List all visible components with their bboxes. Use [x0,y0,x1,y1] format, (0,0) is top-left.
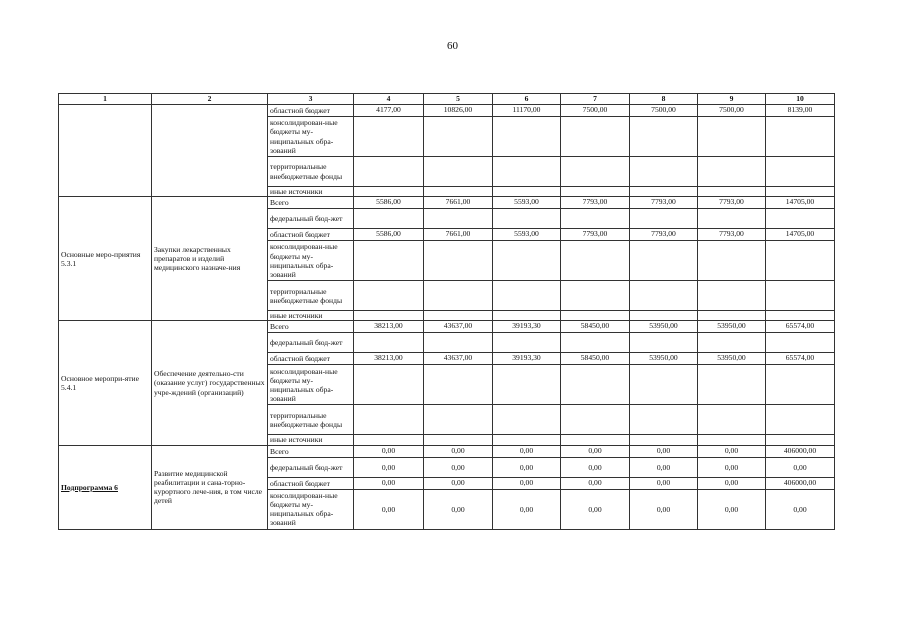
value-cell: 7793,00 [630,229,698,241]
budget-table-body [59,94,835,530]
value-cell: 53950,00 [630,321,698,333]
measure-description: Обеспечение деятельно-сти (оказание услуг) государственных учре-ждений (организаций) [152,321,268,445]
value-cell: 0,00 [354,445,424,457]
value-cell [630,435,698,445]
value-cell [493,435,561,445]
value-cell [630,157,698,187]
funding-source: консолидирован-ные бюджеты му-ниципальных обра-зований [268,241,354,281]
value-cell [493,405,561,435]
value-cell: 0,00 [766,489,835,529]
value-cell: 58450,00 [561,353,630,365]
value-cell [630,187,698,197]
funding-source: федеральный бюд-жет [268,209,354,229]
value-cell: 8139,00 [766,105,835,117]
measure-name: Подпрограмма 6 [59,445,152,529]
value-cell [354,187,424,197]
value-cell [630,209,698,229]
value-cell [766,209,835,229]
value-cell [354,405,424,435]
value-cell [766,187,835,197]
value-cell: 14705,00 [766,229,835,241]
value-cell [698,187,766,197]
table-row [59,321,835,333]
value-cell [354,157,424,187]
value-cell: 0,00 [424,457,493,477]
value-cell [493,333,561,353]
value-cell [424,405,493,435]
value-cell [561,209,630,229]
value-cell [354,117,424,157]
column-header: 2 [152,94,268,105]
column-header: 3 [268,94,354,105]
funding-source: территориальные внебюджетные фонды [268,405,354,435]
funding-source: федеральный бюд-жет [268,457,354,477]
value-cell: 43637,00 [424,353,493,365]
table-row [59,197,835,209]
column-header: 1 [59,94,152,105]
value-cell: 0,00 [424,489,493,529]
measure-description: Развитие медицинской реабилитации и сана-торно-курортного лече-ния, в том числе детей [152,445,268,529]
value-cell: 0,00 [766,457,835,477]
value-cell [354,209,424,229]
funding-source: областной бюджет [268,477,354,489]
value-cell [354,435,424,445]
value-cell: 5586,00 [354,197,424,209]
value-cell: 38213,00 [354,321,424,333]
value-cell [561,157,630,187]
value-cell [424,241,493,281]
measure-name-cell [59,105,152,197]
value-cell: 43637,00 [424,321,493,333]
value-cell: 406000,00 [766,477,835,489]
value-cell [698,311,766,321]
value-cell: 11170,00 [493,105,561,117]
value-cell [698,365,766,405]
value-cell [424,365,493,405]
value-cell [493,311,561,321]
funding-source: областной бюджет [268,229,354,241]
column-header: 10 [766,94,835,105]
measure-name: Основные меро-приятия 5.3.1 [59,197,152,321]
funding-source: Всего [268,321,354,333]
value-cell [698,435,766,445]
value-cell: 7793,00 [561,197,630,209]
value-cell [493,241,561,281]
value-cell: 0,00 [561,489,630,529]
value-cell [354,333,424,353]
value-cell [424,435,493,445]
value-cell: 10826,00 [424,105,493,117]
value-cell [766,365,835,405]
value-cell: 7500,00 [698,105,766,117]
value-cell [766,405,835,435]
value-cell: 38213,00 [354,353,424,365]
value-cell [424,157,493,187]
value-cell: 0,00 [493,445,561,457]
value-cell: 53950,00 [630,353,698,365]
value-cell: 5593,00 [493,197,561,209]
value-cell [354,311,424,321]
value-cell [698,209,766,229]
funding-source: Всего [268,445,354,457]
value-cell: 58450,00 [561,321,630,333]
value-cell: 0,00 [698,489,766,529]
value-cell [424,187,493,197]
value-cell [766,333,835,353]
value-cell [698,241,766,281]
value-cell: 7793,00 [561,229,630,241]
funding-source: иные источники [268,311,354,321]
value-cell [698,333,766,353]
page-number: 60 [447,40,458,52]
value-cell [698,157,766,187]
value-cell [698,117,766,157]
value-cell [698,281,766,311]
table-row [59,105,835,117]
funding-source: иные источники [268,435,354,445]
value-cell [766,241,835,281]
value-cell [424,209,493,229]
value-cell [493,157,561,187]
value-cell [561,117,630,157]
value-cell: 7661,00 [424,197,493,209]
column-header: 9 [698,94,766,105]
value-cell: 0,00 [630,445,698,457]
funding-source: консолидирован-ные бюджеты му-ниципальных обра-зований [268,117,354,157]
funding-source: территориальные внебюджетные фонды [268,157,354,187]
header-row [59,94,835,105]
value-cell [561,311,630,321]
value-cell [493,365,561,405]
funding-source: консолидирован-ные бюджеты му-ниципальных обра-зований [268,365,354,405]
value-cell: 7661,00 [424,229,493,241]
value-cell: 7793,00 [698,229,766,241]
value-cell [424,333,493,353]
value-cell: 5586,00 [354,229,424,241]
value-cell: 0,00 [630,477,698,489]
value-cell: 0,00 [561,445,630,457]
value-cell: 0,00 [424,477,493,489]
value-cell: 0,00 [698,477,766,489]
value-cell: 53950,00 [698,353,766,365]
value-cell: 0,00 [630,489,698,529]
value-cell [630,365,698,405]
value-cell [561,405,630,435]
value-cell [561,241,630,281]
value-cell: 0,00 [561,477,630,489]
table-row [59,445,835,457]
value-cell: 7500,00 [630,105,698,117]
value-cell: 53950,00 [698,321,766,333]
value-cell [766,157,835,187]
column-header: 8 [630,94,698,105]
value-cell [630,281,698,311]
funding-source: иные источники [268,187,354,197]
funding-source: Всего [268,197,354,209]
value-cell [698,405,766,435]
value-cell [424,281,493,311]
value-cell: 65574,00 [766,321,835,333]
budget-table [58,93,835,530]
funding-source: федеральный бюд-жет [268,333,354,353]
value-cell: 0,00 [493,457,561,477]
value-cell [561,187,630,197]
column-header: 6 [493,94,561,105]
value-cell: 0,00 [354,489,424,529]
value-cell: 0,00 [424,445,493,457]
value-cell: 0,00 [698,445,766,457]
value-cell [354,241,424,281]
value-cell [424,117,493,157]
column-header: 7 [561,94,630,105]
value-cell: 65574,00 [766,353,835,365]
value-cell: 39193,30 [493,321,561,333]
value-cell: 0,00 [354,477,424,489]
value-cell: 39193,30 [493,353,561,365]
column-header: 4 [354,94,424,105]
value-cell [766,311,835,321]
measure-description: Закупки лекарственных препаратов и изделий медицинского назначе-ния [152,197,268,321]
value-cell [354,365,424,405]
value-cell: 7500,00 [561,105,630,117]
measure-name: Основное меропри-ятие 5.4.1 [59,321,152,445]
value-cell: 0,00 [698,457,766,477]
value-cell: 0,00 [493,489,561,529]
column-header: 5 [424,94,493,105]
value-cell [493,187,561,197]
value-cell: 0,00 [493,477,561,489]
value-cell [766,435,835,445]
value-cell [354,281,424,311]
value-cell [561,365,630,405]
value-cell: 406000,00 [766,445,835,457]
measure-description-cell [152,105,268,197]
funding-source: областной бюджет [268,105,354,117]
value-cell [493,281,561,311]
funding-source: областной бюджет [268,353,354,365]
value-cell [561,435,630,445]
value-cell: 5593,00 [493,229,561,241]
funding-source: консолидирован-ные бюджеты му-ниципальных обра-зований [268,489,354,529]
value-cell: 0,00 [630,457,698,477]
value-cell: 14705,00 [766,197,835,209]
value-cell [493,209,561,229]
value-cell [630,333,698,353]
value-cell: 7793,00 [630,197,698,209]
funding-source: территориальные внебюджетные фонды [268,281,354,311]
value-cell: 7793,00 [698,197,766,209]
value-cell [630,311,698,321]
value-cell [561,281,630,311]
value-cell: 4177,00 [354,105,424,117]
value-cell [630,405,698,435]
value-cell [766,117,835,157]
value-cell [766,281,835,311]
value-cell [630,241,698,281]
value-cell [630,117,698,157]
value-cell [561,333,630,353]
value-cell [424,311,493,321]
value-cell: 0,00 [354,457,424,477]
value-cell: 0,00 [561,457,630,477]
value-cell [493,117,561,157]
